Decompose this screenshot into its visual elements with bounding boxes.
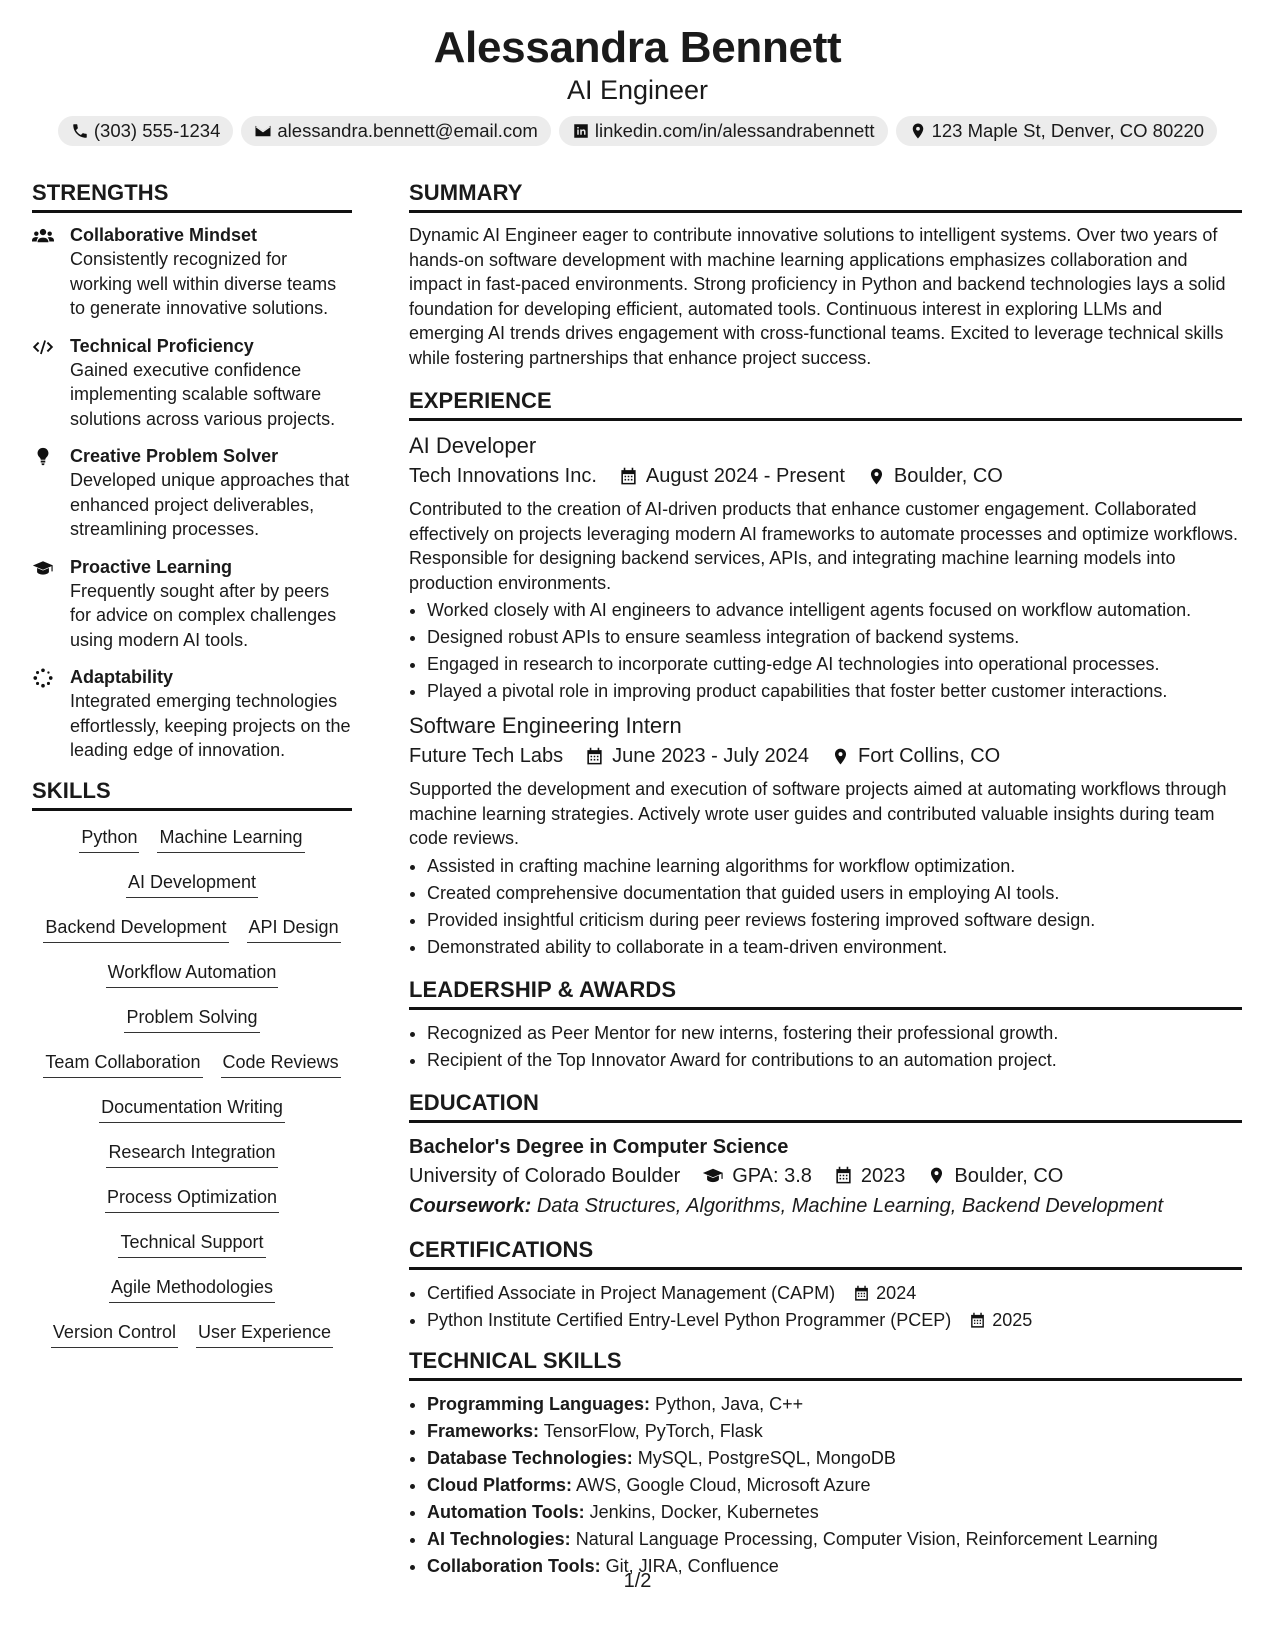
job-company: Tech Innovations Inc. — [409, 465, 597, 487]
resume-header — [0, 22, 1275, 146]
certifications-list — [409, 1280, 1242, 1334]
strength-title: Adaptability — [70, 667, 174, 687]
location-icon — [831, 747, 850, 766]
calendar-icon — [969, 1312, 986, 1329]
job-entry — [409, 431, 1242, 705]
strength-item — [32, 665, 352, 763]
contact-email[interactable] — [241, 116, 550, 146]
contact-text: alessandra.bennett@email.com — [277, 120, 538, 141]
coursework-list: Data Structures, Algorithms, Machine Learning, Backend Development — [536, 1194, 1164, 1217]
certification-name: • Certified Associate in Project Management (CAPM) — [427, 1282, 836, 1303]
tech-skill-label: Database Technologies: — [427, 1447, 633, 1468]
users-icon — [32, 226, 54, 246]
list-item: • Played a pivotal role in improving product capabilities that foster better customer interactions. — [427, 678, 1242, 705]
email-icon — [254, 122, 272, 140]
tech-skill-value: Git, JIRA, Confluence — [605, 1555, 779, 1576]
job-title: Software Engineering Intern — [409, 713, 682, 738]
list-item: • Assisted in crafting machine learning algorithms for workflow optimization. — [427, 853, 1242, 880]
contact-linkedin[interactable] — [559, 116, 888, 146]
job-location: Fort Collins, CO — [857, 745, 1001, 767]
phone-icon — [71, 122, 89, 140]
technical-skills-heading: TECHNICAL SKILLS — [409, 1346, 1242, 1381]
tech-skill-label: Automation Tools: — [427, 1501, 585, 1522]
job-title: AI Developer — [409, 433, 537, 458]
contact-address[interactable] — [896, 116, 1218, 146]
tech-skill-label: Collaboration Tools: — [427, 1555, 601, 1576]
tech-skill-value: Python, Java, C++ — [655, 1393, 804, 1414]
list-item — [427, 1445, 1242, 1472]
code-icon — [32, 337, 54, 357]
certification-year: 2025 — [992, 1309, 1033, 1330]
job-bullets — [409, 853, 1242, 961]
candidate-name: Alessandra Bennett — [433, 23, 842, 72]
job-company: Future Tech Labs — [409, 745, 564, 767]
strength-title: Creative Problem Solver — [70, 446, 279, 466]
summary-text: Dynamic AI Engineer eager to contribute innovative solutions to intelligent systems. Over two years of hands-on software development with machine learning applications emphasizes collaboration and impact in fast-paced environments. Strong proficiency in Python and backend technologies lays a solid foundation for developing efficient, automated tools. Continuous interest in exploring LLMs and emerging AI trends drives engagement with cross-functional teams. Excited to leverage technical skills while fostering partnerships that enhance project success. — [409, 225, 1226, 368]
list-item: • Provided insightful criticism during peer reviews fostering improved software design. — [427, 907, 1242, 934]
job-location: Boulder, CO — [893, 465, 1003, 487]
strength-title: Collaborative Mindset — [70, 225, 258, 245]
left-column — [32, 178, 352, 1365]
summary-heading: SUMMARY — [409, 178, 1242, 213]
skill-tag: Documentation Writing — [99, 1095, 285, 1123]
leadership-heading: LEADERSHIP & AWARDS — [409, 975, 1242, 1010]
gpa: GPA: 3.8 — [732, 1164, 812, 1187]
contact-phone[interactable] — [58, 116, 234, 146]
calendar-icon — [853, 1285, 870, 1302]
education-meta — [409, 1161, 1242, 1191]
list-item — [427, 1472, 1242, 1499]
job-description: Supported the development and execution of software projects aimed at automating workflows through machine learning strategies. Actively wrote user guides and contributed valuable insights during team code reviews. — [409, 779, 1227, 848]
graduation-year: 2023 — [860, 1164, 906, 1187]
page-number: 1/2 — [623, 1570, 652, 1592]
skills-heading: SKILLS — [32, 776, 352, 811]
strength-desc: Gained executive confidence implementing scalable software solutions across various projects. — [70, 359, 336, 429]
contact-text: (303) 555-1234 — [93, 120, 221, 141]
graduation-cap-icon — [702, 1166, 724, 1185]
strength-item — [32, 444, 352, 542]
skill-tag: Version Control — [51, 1320, 178, 1348]
skill-tag: Problem Solving — [124, 1005, 259, 1033]
skill-tag: Research Integration — [106, 1140, 277, 1168]
location-icon — [927, 1166, 946, 1185]
tech-skill-value: Jenkins, Docker, Kubernetes — [589, 1501, 819, 1522]
strength-desc: Developed unique approaches that enhanced project deliverables, streamlining processes. — [70, 470, 350, 539]
strength-title: Proactive Learning — [70, 556, 233, 577]
skill-tag: AI Development — [126, 870, 258, 898]
strengths-heading: STRENGTHS — [32, 178, 352, 213]
strength-item — [32, 223, 352, 321]
skill-tag: User Experience — [196, 1320, 333, 1348]
school-location: Boulder, CO — [954, 1164, 1064, 1187]
list-item — [427, 1307, 1242, 1334]
list-item: • Recognized as Peer Mentor for new interns, fostering their professional growth. — [427, 1020, 1242, 1047]
skill-tag: Code Reviews — [221, 1050, 341, 1078]
contact-text: 123 Maple St, Denver, CO 80220 — [931, 120, 1205, 141]
candidate-role: AI Engineer — [566, 75, 709, 105]
skill-tag: Backend Development — [43, 915, 228, 943]
tech-skill-label: Frameworks: — [427, 1420, 540, 1441]
list-item: • Worked closely with AI engineers to advance intelligent agents focused on workflow automation. — [427, 597, 1242, 624]
education-heading: EDUCATION — [409, 1088, 1242, 1123]
certification-name: • Python Institute Certified Entry-Level Python Programmer (PCEP) — [427, 1309, 952, 1330]
list-item — [427, 1418, 1242, 1445]
degree-title: Bachelor's Degree in Computer Science — [409, 1135, 789, 1158]
certification-year: 2024 — [876, 1282, 917, 1303]
list-item: • Engaged in research to incorporate cutting-edge AI technologies into operational processes. — [427, 651, 1242, 678]
skill-tag: Machine Learning — [157, 825, 304, 853]
list-item — [427, 1526, 1242, 1553]
list-item: • Designed robust APIs to ensure seamless integration of backend systems. — [427, 624, 1242, 651]
contact-text: linkedin.com/in/alessandrabennett — [594, 120, 875, 141]
list-item — [427, 1280, 1242, 1307]
strength-item — [32, 555, 352, 653]
skills-tags — [32, 825, 352, 1365]
lightbulb-icon — [32, 447, 54, 467]
skill-tag: Process Optimization — [105, 1185, 279, 1213]
strength-desc: Integrated emerging technologies effortlessly, keeping projects on the leading edge of innovation. — [70, 691, 351, 760]
tech-skill-value: AWS, Google Cloud, Microsoft Azure — [576, 1474, 871, 1495]
calendar-icon — [619, 467, 638, 486]
list-item — [427, 1499, 1242, 1526]
tech-skill-value: TensorFlow, PyTorch, Flask — [543, 1420, 763, 1441]
strength-title: Technical Proficiency — [70, 335, 254, 356]
tech-skill-label: Programming Languages: — [427, 1393, 651, 1414]
leadership-list — [409, 1020, 1242, 1074]
job-description: Contributed to the creation of AI-driven products that enhance customer engagement. Collaborated effectively on projects leveraging modern AI frameworks to automate processes and optimize workflows. Responsible for designing backend services, APIs, and integrating machine learning models into production environments. — [409, 499, 1239, 593]
linkedin-icon — [572, 122, 590, 140]
coursework-label: Coursework: — [409, 1194, 532, 1217]
certifications-heading: CERTIFICATIONS — [409, 1235, 1242, 1270]
skill-tag: Workflow Automation — [106, 960, 279, 988]
location-icon — [909, 122, 927, 140]
coursework — [409, 1191, 1242, 1221]
tech-skill-value: MySQL, PostgreSQL, MongoDB — [637, 1447, 896, 1468]
strength-desc: Frequently sought after by peers for advice on complex challenges using modern AI tools. — [70, 580, 337, 650]
right-column — [409, 178, 1242, 1586]
experience-heading: EXPERIENCE — [409, 386, 1242, 421]
spinner-icon — [32, 668, 54, 688]
job-entry — [409, 711, 1242, 961]
skill-tag: Technical Support — [118, 1230, 265, 1258]
calendar-icon — [834, 1166, 853, 1185]
skill-tag: Python — [79, 825, 139, 853]
location-icon — [867, 467, 886, 486]
list-item: • Created comprehensive documentation that guided users in employing AI tools. — [427, 880, 1242, 907]
strength-item — [32, 334, 352, 432]
skill-tag: Team Collaboration — [43, 1050, 202, 1078]
tech-skill-label: AI Technologies: — [427, 1528, 571, 1549]
skill-tag: API Design — [247, 915, 341, 943]
job-bullets — [409, 597, 1242, 705]
job-dates: August 2024 - Present — [645, 465, 845, 487]
list-item — [427, 1391, 1242, 1418]
list-item: • Demonstrated ability to collaborate in a team-driven environment. — [427, 934, 1242, 961]
school-name: University of Colorado Boulder — [409, 1164, 681, 1187]
job-dates: June 2023 - July 2024 — [612, 745, 809, 767]
skill-tag: Agile Methodologies — [109, 1275, 275, 1303]
calendar-icon — [585, 747, 604, 766]
list-item: • Recipient of the Top Innovator Award for contributions to an automation project. — [427, 1047, 1242, 1074]
tech-skill-label: Cloud Platforms: — [427, 1474, 573, 1495]
strength-desc: Consistently recognized for working well within diverse teams to generate innovative solutions. — [70, 249, 337, 318]
job-meta — [409, 741, 1242, 771]
technical-skills-list — [409, 1391, 1242, 1580]
contact-bar — [0, 116, 1275, 146]
job-meta — [409, 461, 1242, 491]
graduation-cap-icon — [32, 558, 54, 578]
tech-skill-value: Natural Language Processing, Computer Vision, Reinforcement Learning — [575, 1528, 1158, 1549]
